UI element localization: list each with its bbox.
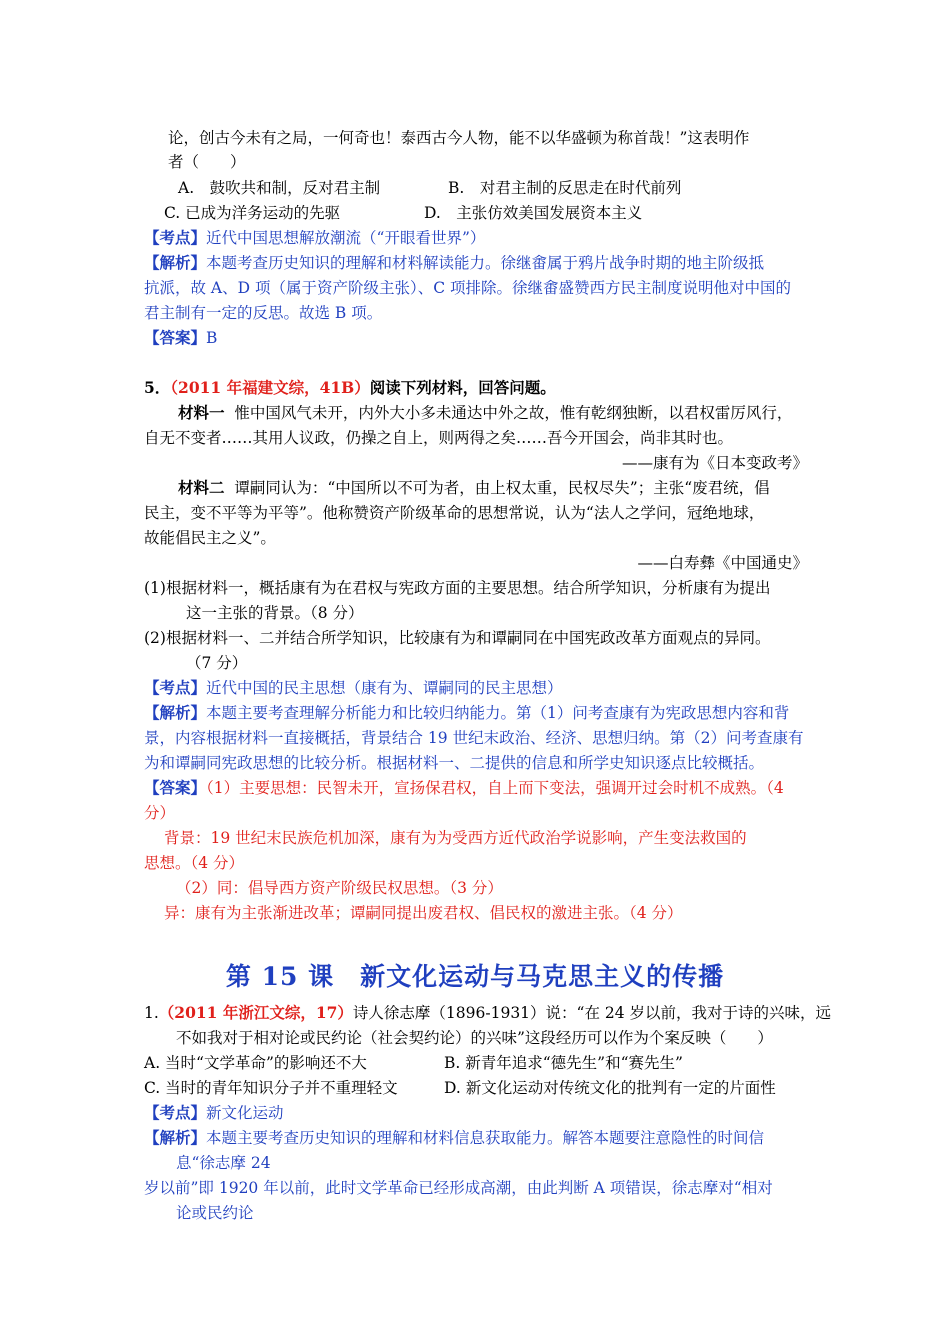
jiexi-label: 【解析】 <box>144 703 207 722</box>
q5-kaodian <box>144 678 563 698</box>
q5-material2-citation: ——白寿彝《中国通史》 <box>637 554 808 572</box>
answer-label: 【答案】 <box>144 328 207 347</box>
l15q1-jiexi-line1 <box>144 1128 764 1148</box>
kaodian-text: 近代中国的民主思想（康有为、谭嗣同的民主思想） <box>206 679 563 697</box>
l15q1-source: （2011 年浙江文综，17） <box>158 1003 353 1022</box>
material2-text: 谭嗣同认为：“中国所以不可为者，由上权太重，民权尽失”；主张“废君统，倡 <box>234 479 770 497</box>
l15q1-option-d: D. 新文化运动对传统文化的批判有一定的片面性 <box>444 1079 776 1097</box>
q5-sub2-line1: (2)根据材料一、二并结合所学知识，比较康有为和谭嗣同在中国宪政改革方面观点的异同。 <box>144 629 771 647</box>
q5-sub1-line2: 这一主张的背景。（8 分） <box>186 604 364 622</box>
jiexi-label: 【解析】 <box>144 253 207 272</box>
q5-source: （2011 年福建文综，41B） <box>170 378 370 397</box>
q4-option-a: A. 鼓吹共和制，反对君主制 <box>178 179 381 197</box>
l15q1-option-a: A. 当时“文学革命”的影响还不大 <box>144 1054 367 1072</box>
q4-jiexi-line2: 抗派，故 A、D 项（属于资产阶级主张）、C 项排除。徐继畬盛赞西方民主制度说明他对中国的 <box>144 279 792 297</box>
material1-label: 材料一 <box>178 403 225 422</box>
q5-sub1-line1: (1)根据材料一，概括康有为在君权与宪政方面的主要思想。结合所学知识，分析康有为提出 <box>144 579 771 597</box>
q4-option-d: D. 主张仿效美国发展资本主义 <box>424 204 643 222</box>
q5-answer-line2: 分） <box>144 804 176 822</box>
l15q1-kaodian <box>144 1103 284 1123</box>
q5-sub2-line2: （7 分） <box>186 654 248 672</box>
answer-label: 【答案】 <box>144 778 207 797</box>
kaodian-text: 近代中国思想解放潮流（“开眼看世界”） <box>206 229 486 247</box>
q5-answer-line6: 异：康有为主张渐进改革；谭嗣同提出废君权、倡民权的激进主张。（4 分） <box>164 904 683 922</box>
q4-jiexi-line1 <box>144 253 764 273</box>
l15q1-option-c: C. 当时的青年知识分子并不重理轻文 <box>144 1079 398 1097</box>
q5-header <box>144 378 556 398</box>
kaodian-label: 【考点】 <box>144 228 207 247</box>
q4-jiexi-line3: 君主制有一定的反思。故选 B 项。 <box>144 304 383 322</box>
q5-material1-line1 <box>178 403 792 423</box>
material1-text: 惟中国风气未开，内外大小多未通达中外之故，惟有乾纲独断，以君权雷厉风行， <box>234 404 793 422</box>
q4-answer <box>144 328 217 348</box>
l15q1-jiexi-line3: 岁以前”即 1920 年以前，此时文学革命已经形成高潮，由此判断 A 项错误，徐志摩对“相对 <box>144 1179 773 1197</box>
q5-answer-line3: 背景：19 世纪末民族危机加深，康有为为受西方近代政治学说影响，产生变法救国的 <box>164 829 747 847</box>
q5-material2-line2: 民主，变不平等为平等”。他称赞资产阶级革命的思想常说，认为“法人之学问，冠绝地球， <box>144 504 765 522</box>
q5-answer-line1 <box>144 778 784 798</box>
q4-stem-line2: 者（ ） <box>168 153 246 171</box>
l15q1-stem-line1 <box>144 1003 831 1023</box>
l15q1-number: 1. <box>144 1004 159 1022</box>
kaodian-label: 【考点】 <box>144 1103 207 1122</box>
q5-answer-line4: 思想。（4 分） <box>144 854 245 872</box>
q5-answer-line5: （2）同：倡导西方资产阶级民权思想。（3 分） <box>176 879 503 897</box>
kaodian-label: 【考点】 <box>144 678 207 697</box>
q5-instruction: 阅读下列材料，回答问题。 <box>369 378 556 397</box>
jiexi-text: 本题考查历史知识的理解和材料解读能力。徐继畬属于鸦片战争时期的地主阶级抵 <box>206 254 765 272</box>
q5-material2-line3: 故能倡民主之义”。 <box>144 529 276 547</box>
q5-material2-line1 <box>178 478 770 498</box>
q5-jiexi-line1 <box>144 703 789 723</box>
kaodian-text: 新文化运动 <box>206 1104 284 1122</box>
q4-kaodian <box>144 228 485 248</box>
jiexi-label: 【解析】 <box>144 1128 207 1147</box>
lesson-title: 第 15 课 新文化运动与马克思主义的传播 <box>225 962 725 991</box>
l15q1-jiexi-line2: 息“徐志摩 24 <box>176 1154 271 1172</box>
jiexi-text: 本题主要考查历史知识的理解和材料信息获取能力。解答本题要注意隐性的时间信 <box>206 1129 765 1147</box>
q4-option-b: B. 对君主制的反思走在时代前列 <box>448 179 682 197</box>
answer-text: B <box>206 329 218 347</box>
l15q1-stem-line2: 不如我对于相对论或民约论（社会契约论）的兴味”这段经历可以作为个案反映（ ） <box>176 1029 773 1047</box>
q5-number: 5． <box>144 378 171 397</box>
answer-text: （1）主要思想：民智未开，宣扬保君权，自上而下变法，强调开过会时机不成熟。（4 <box>206 779 784 797</box>
q5-jiexi-line3: 为和谭嗣同宪政思想的比较分析。根据材料一、二提供的信息和所学史知识逐点比较概括。 <box>144 754 765 772</box>
q5-material1-line2: 自无不变者……其用人议政，仍操之自上，则两得之矣……吾今开国会，尚非其时也。 <box>144 429 734 447</box>
material2-label: 材料二 <box>178 478 225 497</box>
q4-stem-line1: 论，创古今未有之局，一何奇也！泰西古今人物，能不以华盛顿为称首哉！”这表明作 <box>168 129 750 147</box>
l15q1-jiexi-line4: 论或民约论 <box>176 1204 254 1222</box>
jiexi-text: 本题主要考查理解分析能力和比较归纳能力。第（1）问考查康有为宪政思想内容和背 <box>206 704 790 722</box>
q5-jiexi-line2: 景，内容根据材料一直接概括，背景结合 19 世纪末政治、经济、思想归纳。第（2）问考查康有 <box>144 729 804 747</box>
q5-material1-citation: ——康有为《日本变政考》 <box>621 454 808 472</box>
l15q1-option-b: B. 新青年追求“德先生”和“赛先生” <box>444 1054 683 1072</box>
q4-option-c: C. 已成为洋务运动的先驱 <box>164 204 341 222</box>
l15q1-stem-text: 诗人徐志摩（1896-1931）说：“在 24 岁以前，我对于诗的兴味，远 <box>352 1004 832 1022</box>
